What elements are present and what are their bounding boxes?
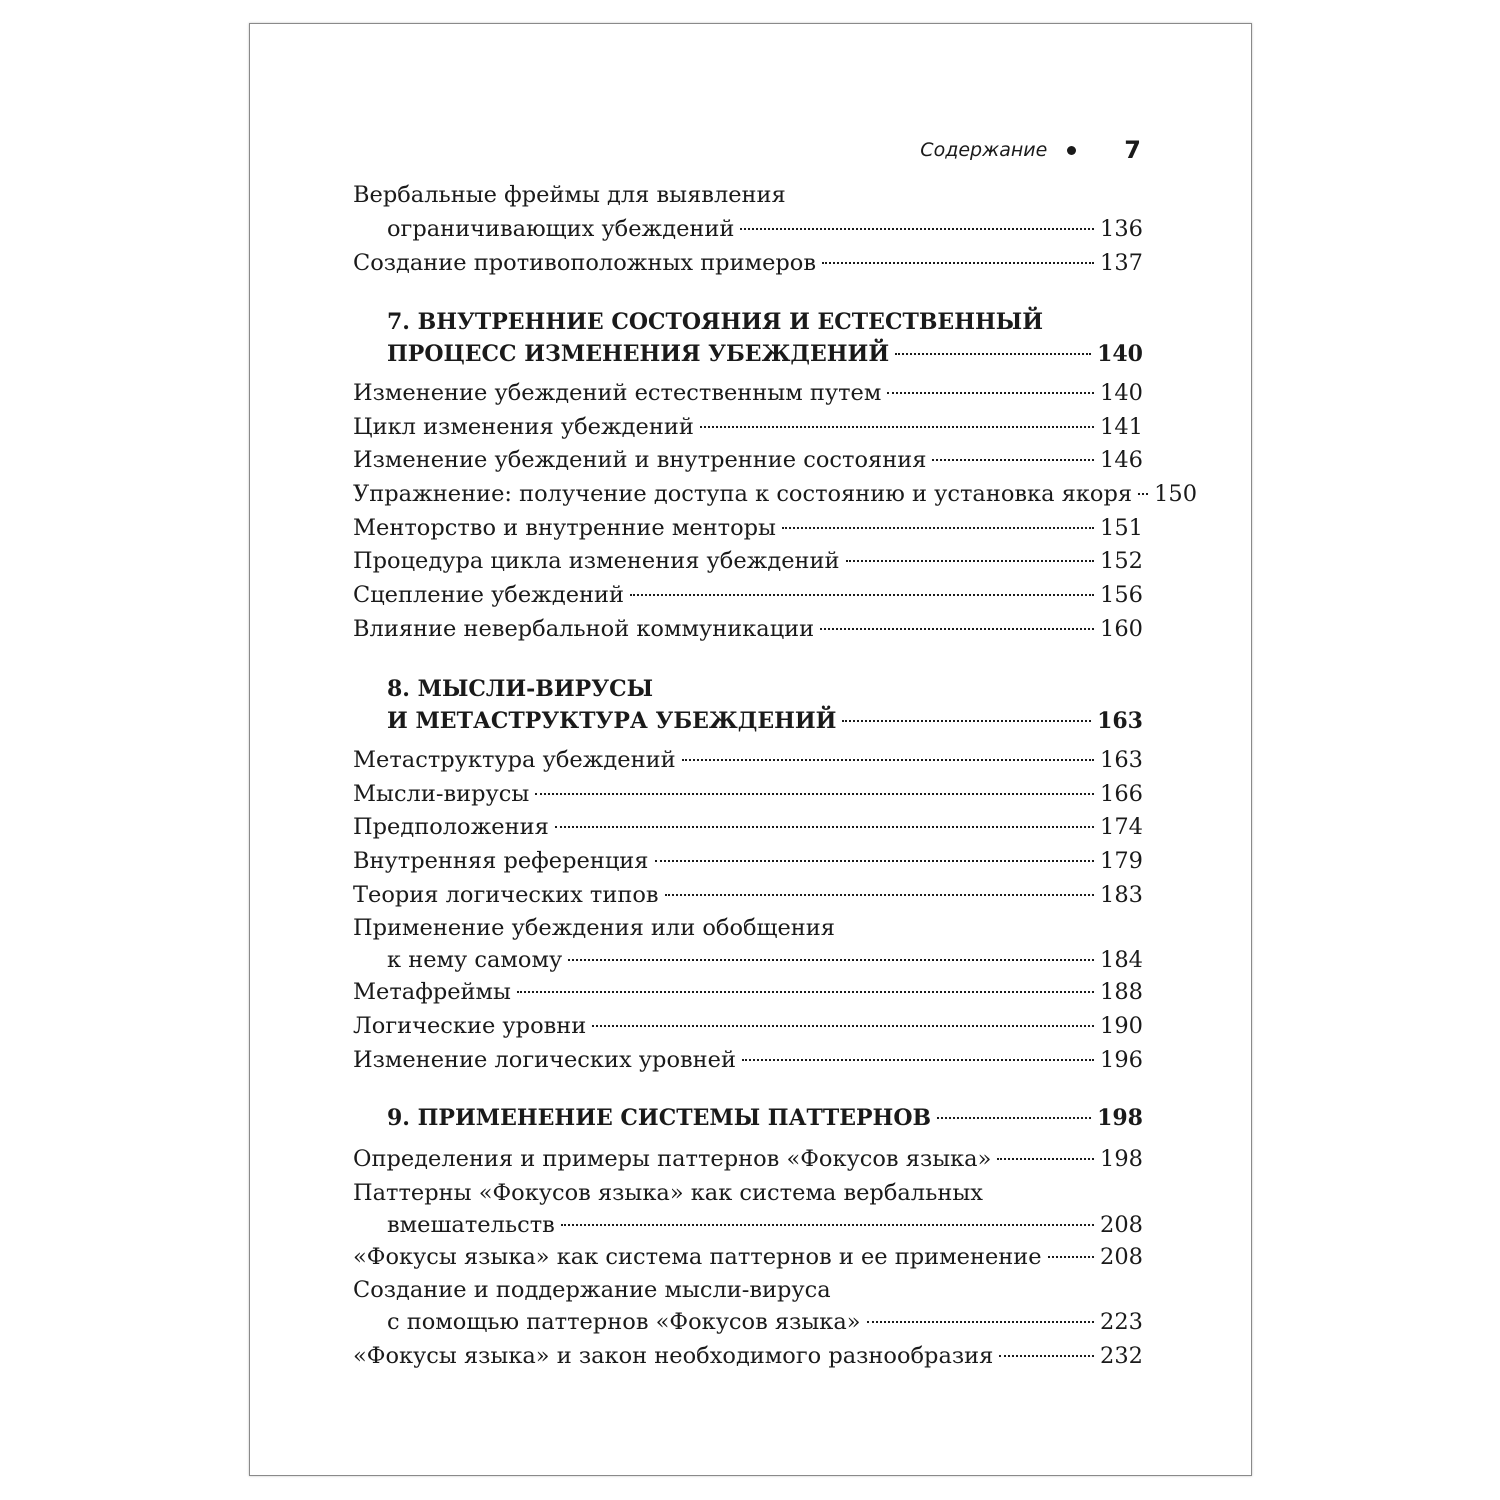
dot-leader	[655, 860, 1095, 862]
dot-leader	[895, 353, 1091, 355]
chapter-title: 7. ВНУТРЕННИЕ СОСТОЯНИЯ И ЕСТЕСТВЕННЫЙ	[387, 309, 1043, 335]
toc-entry-text: Упражнение: получение доступа к состоянию и установка якоря	[353, 481, 1133, 507]
toc-entry	[353, 1043, 1143, 1077]
chapter-heading-continuation	[353, 337, 1143, 371]
toc-page-number: 198	[1097, 1105, 1143, 1131]
toc-page-number: 141	[1100, 414, 1143, 440]
toc-page-number: 188	[1100, 979, 1143, 1005]
dot-leader	[887, 392, 1094, 394]
toc-entry-continuation	[353, 1208, 1143, 1242]
toc-entry-text: Логические уровни	[353, 1013, 587, 1039]
chapter-title: И МЕТАСТРУКТУРА УБЕЖДЕНИЙ	[387, 708, 837, 734]
dot-leader	[1138, 493, 1148, 495]
dot-leader	[782, 527, 1094, 529]
toc-entry-text: ограничивающих убеждений	[387, 216, 735, 242]
toc-page-number: 208	[1100, 1212, 1143, 1238]
toc-entry	[353, 1273, 1143, 1307]
dot-leader	[535, 793, 1094, 795]
toc-page-number: 174	[1100, 814, 1143, 840]
toc-entry-text: Менторство и внутренние менторы	[353, 515, 776, 541]
toc-entry	[353, 1240, 1143, 1274]
dot-leader	[630, 594, 1094, 596]
toc-entry-text: «Фокусы языка» как система паттернов и ее применение	[353, 1244, 1042, 1270]
toc-entry-text: Паттерны «Фокусов языка» как система вербальных	[353, 1180, 983, 1206]
running-header	[353, 132, 1143, 168]
dot-leader	[867, 1321, 1095, 1323]
toc-entry	[353, 376, 1143, 410]
book-page	[249, 23, 1252, 1476]
toc-page-number: 179	[1100, 848, 1143, 874]
toc-entry-text: Сцепление убеждений	[353, 582, 625, 608]
toc-entry-text: Процедура цикла изменения убеждений	[353, 548, 840, 574]
page-number: 7	[1124, 136, 1141, 164]
chapter-title: 8. МЫСЛИ-ВИРУСЫ	[387, 676, 654, 702]
dot-leader	[822, 262, 1094, 264]
dot-leader	[742, 1059, 1094, 1061]
toc-entry	[353, 777, 1143, 811]
toc-entry	[353, 578, 1143, 612]
toc-entry	[353, 844, 1143, 878]
toc-entry-text: Метафреймы	[353, 979, 511, 1005]
toc-page-number: 183	[1100, 882, 1143, 908]
toc-entry	[353, 878, 1143, 912]
chapter-heading-continuation	[353, 704, 1143, 738]
dot-leader	[561, 1224, 1094, 1226]
toc-page-number: 232	[1100, 1343, 1143, 1369]
toc-entry-text: Изменение логических уровней	[353, 1047, 736, 1073]
toc-page-number: 198	[1100, 1146, 1143, 1172]
toc-page-number: 152	[1100, 548, 1143, 574]
toc-entry	[353, 511, 1143, 545]
dot-leader	[842, 720, 1091, 722]
toc-entry	[353, 544, 1143, 578]
toc-entry	[353, 443, 1143, 477]
bullet-icon	[1067, 146, 1076, 155]
toc-entry	[353, 246, 1143, 280]
toc-entry-text: Применение убеждения или обобщения	[353, 915, 835, 941]
chapter-heading	[353, 1101, 1143, 1135]
dot-leader	[592, 1025, 1094, 1027]
toc-entry-text: Изменение убеждений естественным путем	[353, 380, 882, 406]
toc-entry-text: Теория логических типов	[353, 882, 659, 908]
header-title: Содержание	[920, 139, 1048, 161]
dot-leader	[937, 1117, 1091, 1119]
toc-entry-text: «Фокусы языка» и закон необходимого разнообразия	[353, 1343, 994, 1369]
toc-entry-text: Изменение убеждений и внутренние состояния	[353, 447, 927, 473]
toc-entry-continuation	[353, 212, 1143, 246]
toc-entry	[353, 1176, 1143, 1210]
toc-entry-text: Определения и примеры паттернов «Фокусов языка»	[353, 1146, 992, 1172]
toc-entry-text: Предположения	[353, 814, 549, 840]
chapter-title: ПРОЦЕСС ИЗМЕНЕНИЯ УБЕЖДЕНИЙ	[387, 341, 890, 367]
dot-leader	[665, 894, 1094, 896]
dot-leader	[932, 459, 1094, 461]
toc-entry-text: к нему самому	[387, 947, 563, 973]
toc-page-number: 208	[1100, 1244, 1143, 1270]
toc-page-number: 136	[1100, 216, 1143, 242]
toc-entry	[353, 612, 1143, 646]
dot-leader	[555, 826, 1094, 828]
toc-entry-text: Внутренняя референция	[353, 848, 649, 874]
toc-page-number: 190	[1100, 1013, 1143, 1039]
dot-leader	[682, 759, 1094, 761]
toc-page-number: 166	[1100, 781, 1143, 807]
dot-leader	[846, 560, 1095, 562]
toc-entry	[353, 178, 1143, 212]
chapter-heading	[353, 305, 1143, 339]
toc-entry-continuation	[353, 1305, 1143, 1339]
dot-leader	[997, 1158, 1094, 1160]
toc-entry-continuation	[353, 943, 1143, 977]
toc-page-number: 156	[1100, 582, 1143, 608]
toc-page-number: 163	[1097, 708, 1143, 734]
dot-leader	[999, 1355, 1094, 1357]
toc-entry	[353, 1009, 1143, 1043]
toc-page-number: 223	[1100, 1309, 1143, 1335]
toc-entry-text: Мысли-вирусы	[353, 781, 530, 807]
toc-page-number: 184	[1100, 947, 1143, 973]
toc-entry	[353, 911, 1143, 945]
toc-entry-text: Создание и поддержание мысли-вируса	[353, 1277, 831, 1303]
toc-entry	[353, 477, 1198, 511]
toc-entry	[353, 1339, 1143, 1373]
toc-entry	[353, 975, 1143, 1009]
toc-page-number: 150	[1154, 481, 1198, 507]
toc-entry-text: вмешательств	[387, 1212, 555, 1238]
toc-page-number: 163	[1100, 747, 1143, 773]
toc-entry	[353, 1142, 1143, 1176]
toc-page-number: 146	[1100, 447, 1143, 473]
toc-entry-text: Вербальные фреймы для выявления	[353, 182, 786, 208]
dot-leader	[1048, 1256, 1094, 1258]
toc-entry-text: Создание противоположных примеров	[353, 250, 817, 276]
dot-leader	[820, 628, 1094, 630]
toc-entry-text: Влияние невербальной коммуникации	[353, 616, 815, 642]
toc-page-number: 137	[1100, 250, 1143, 276]
toc-page-number: 160	[1100, 616, 1143, 642]
chapter-title: 9. ПРИМЕНЕНИЕ СИСТЕМЫ ПАТТЕРНОВ	[387, 1105, 932, 1131]
dot-leader	[517, 991, 1094, 993]
toc-page-number: 196	[1100, 1047, 1143, 1073]
toc-entry-text: с помощью паттернов «Фокусов языка»	[387, 1309, 861, 1335]
dot-leader	[740, 228, 1094, 230]
dot-leader	[700, 426, 1094, 428]
toc-page-number: 140	[1100, 380, 1143, 406]
toc-page-number: 140	[1097, 341, 1143, 367]
toc-page-number: 151	[1100, 515, 1143, 541]
dot-leader	[568, 959, 1094, 961]
chapter-heading	[353, 672, 1143, 706]
toc-entry	[353, 810, 1143, 844]
toc-entry-text: Цикл изменения убеждений	[353, 414, 694, 440]
toc-entry	[353, 743, 1143, 777]
toc-entry	[353, 410, 1143, 444]
toc-entry-text: Метаструктура убеждений	[353, 747, 676, 773]
